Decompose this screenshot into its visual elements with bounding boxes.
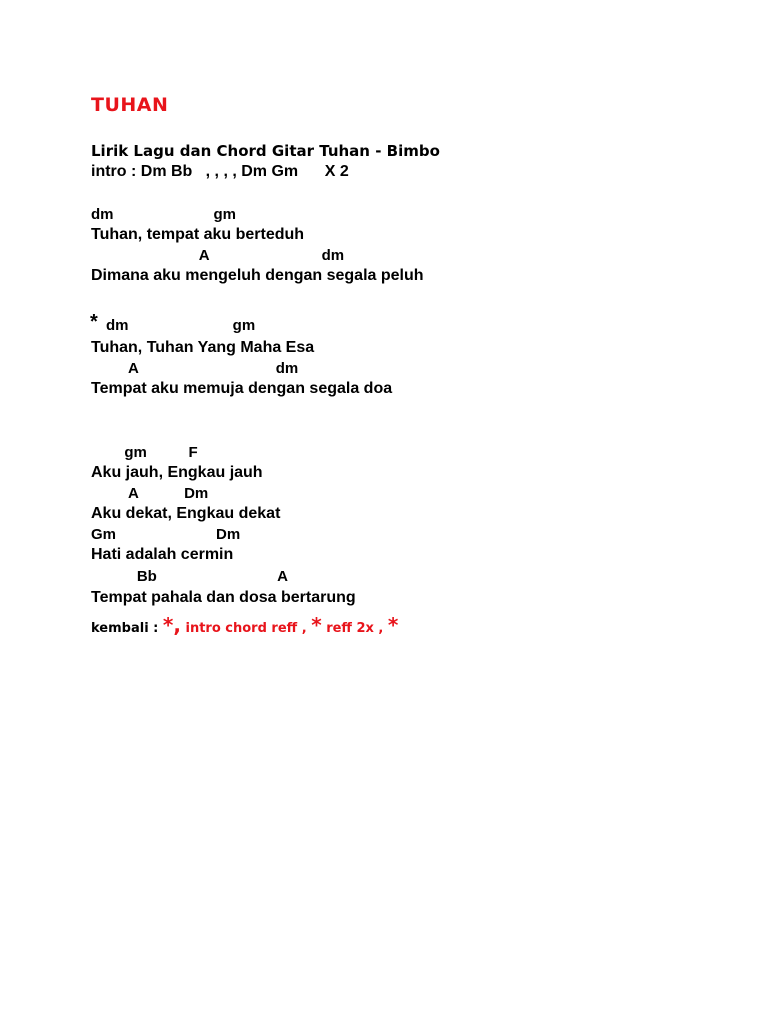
verse1-lyric-line-2: Dimana aku mengeluh dengan segala peluh: [91, 267, 424, 284]
kembali-line: [91, 612, 398, 642]
bridge-chord-line-2: A Dm: [91, 485, 209, 502]
reff-lyric-line-2: Tempat aku memuja dengan segala doa: [91, 380, 393, 397]
bridge-chord-line-4: Bb A: [91, 568, 288, 585]
bridge-chord-line-3: Gm Dm: [91, 526, 241, 543]
bridge-lyric-line-1: Aku jauh, Engkau jauh: [91, 464, 263, 481]
verse1-lyric-line-1: Tuhan, tempat aku berteduh: [91, 226, 305, 243]
bridge-lyric-line-4: Tempat pahala dan dosa bertarung: [91, 589, 356, 606]
song-title: TUHAN: [91, 94, 169, 116]
reff-chord-line-1: dm gm: [106, 317, 256, 334]
kembali-star-3: *: [387, 613, 399, 637]
reff-marker: *: [90, 311, 98, 333]
bridge-lyric-line-2: Aku dekat, Engkau dekat: [91, 505, 281, 522]
kembali-text-1: intro chord reff ,: [185, 621, 307, 636]
song-subtitle: Lirik Lagu dan Chord Gitar Tuhan - Bimbo: [91, 142, 440, 160]
bridge-lyric-line-3: Hati adalah cermin: [91, 546, 234, 563]
verse1-chord-line-2: A dm: [91, 247, 345, 264]
intro-line: intro : Dm Bb , , , , Dm Gm X 2: [91, 163, 349, 180]
kembali-star-1: *,: [162, 613, 181, 637]
bridge-chord-line-1: gm F: [91, 444, 198, 461]
reff-lyric-line-1: Tuhan, Tuhan Yang Maha Esa: [91, 339, 315, 356]
reff-chord-line-2: A dm: [91, 360, 299, 377]
kembali-text-2: reff 2x ,: [326, 621, 384, 636]
kembali-label: kembali :: [91, 621, 159, 636]
kembali-star-2: *: [311, 613, 322, 637]
verse1-chord-line-1: dm gm: [91, 206, 237, 223]
